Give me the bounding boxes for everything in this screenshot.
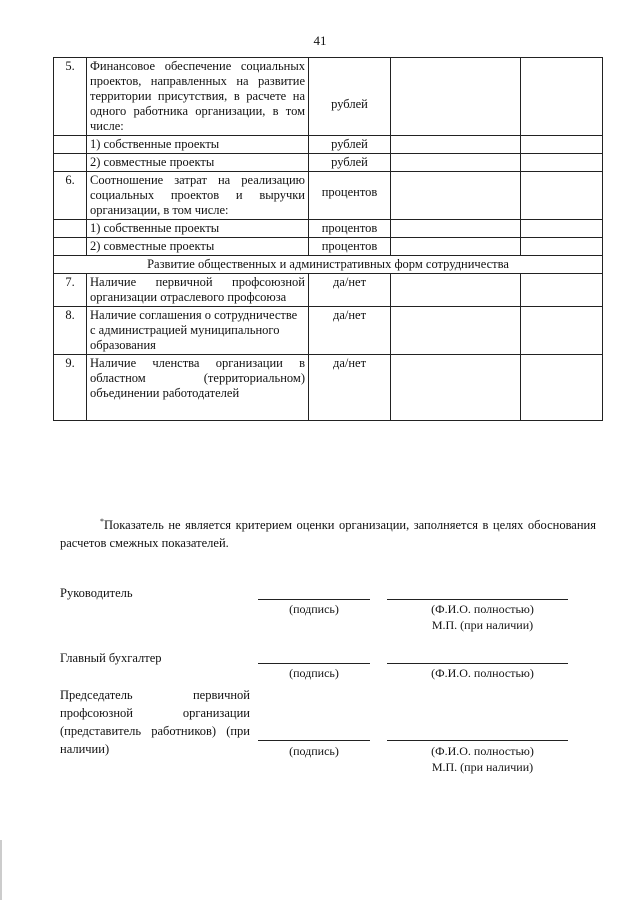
row-number: 7.: [54, 274, 87, 307]
unit-label: рублей: [309, 154, 391, 172]
value-cell: [391, 355, 521, 421]
indicator-text: 1) собственные проекты: [87, 136, 309, 154]
footnote-text: Показатель не является критерием оценки организации, заполняется в целях обоснования расчетов смежных показателей.: [60, 518, 596, 551]
footnote-marker: *: [100, 517, 104, 526]
unit-label: процентов: [321, 185, 378, 199]
row-number: [54, 154, 87, 172]
table-row: [54, 307, 603, 355]
value-cell: [521, 274, 603, 307]
accountant-signature-line: [258, 663, 370, 664]
accountant-label: Главный бухгалтер: [60, 651, 162, 665]
indicator-text: Наличие первичной профсоюзной организации отраслевого профсоюза: [87, 274, 309, 307]
chair-stamp-caption: М.П. (при наличии): [431, 760, 534, 774]
table-row: [54, 136, 603, 154]
chair-name-caption: (Ф.И.О. полностью): [431, 744, 534, 758]
table-row: [54, 172, 603, 220]
head-signature-caption: (подпись): [289, 602, 339, 616]
head-label: Руководитель: [60, 586, 133, 600]
row-number: 9.: [54, 355, 87, 421]
accountant-name-line: [387, 663, 568, 664]
value-cell: [521, 154, 603, 172]
unit-label: процентов: [309, 220, 391, 238]
value-cell: [391, 172, 521, 220]
chair-name-line: [387, 740, 568, 741]
unit-cell: [309, 172, 391, 220]
unit-label: рублей: [309, 136, 391, 154]
row-number: 5.: [54, 58, 87, 136]
value-cell: [391, 58, 521, 136]
value-cell: [521, 238, 603, 256]
value-cell: [391, 136, 521, 154]
head-signature-line: [258, 599, 370, 600]
value-cell: [521, 172, 603, 220]
value-cell: [391, 238, 521, 256]
unit-label: процентов: [309, 238, 391, 256]
table-row: [54, 154, 603, 172]
unit-cell: [309, 58, 391, 136]
indicator-text: 2) совместные проекты: [87, 238, 309, 256]
value-cell: [521, 307, 603, 355]
indicator-text: Наличие членства организации в областном (территориальном) объединении работодателей: [87, 355, 309, 421]
value-cell: [391, 154, 521, 172]
unit-label: рублей: [331, 97, 368, 111]
indicator-text: Наличие соглашения о сотрудничестве с администрацией муниципального образования: [87, 307, 309, 355]
head-name-caption: (Ф.И.О. полностью): [431, 602, 534, 616]
head-stamp-caption: М.П. (при наличии): [431, 618, 534, 632]
table-row: [54, 274, 603, 307]
section-header-row: [54, 256, 603, 274]
footnote: [60, 513, 596, 552]
unit-label: да/нет: [309, 274, 391, 307]
indicator-text: Соотношение затрат на реализацию социальных проектов и выручки организации, в том числе:: [87, 172, 309, 220]
value-cell: [521, 136, 603, 154]
table-row: [54, 238, 603, 256]
value-cell: [391, 274, 521, 307]
indicator-text: Финансовое обеспечение социальных проектов, направленных на развитие территории присутствия, в расчете на одного работника организации, в том числе:: [87, 58, 309, 136]
table-row: [54, 220, 603, 238]
chair-signature-line: [258, 740, 370, 741]
table-row: [54, 355, 603, 421]
unit-label: да/нет: [309, 307, 391, 355]
value-cell: [521, 220, 603, 238]
chair-signature-caption: (подпись): [289, 744, 339, 758]
head-name-line: [387, 599, 568, 600]
scan-edge-mark: [0, 840, 2, 900]
accountant-signature-caption: (подпись): [289, 666, 339, 680]
value-cell: [521, 355, 603, 421]
row-number: [54, 238, 87, 256]
table-row: [54, 58, 603, 136]
value-cell: [521, 58, 603, 136]
page-number: 41: [313, 33, 327, 48]
value-cell: [391, 220, 521, 238]
chair-label: Председатель первичной профсоюзной организации (представитель работников) (при наличии): [60, 688, 250, 756]
accountant-name-caption: (Ф.И.О. полностью): [431, 666, 534, 680]
indicator-text: 2) совместные проекты: [87, 154, 309, 172]
value-cell: [391, 307, 521, 355]
row-number: [54, 220, 87, 238]
unit-label: да/нет: [309, 355, 391, 421]
row-number: [54, 136, 87, 154]
indicator-text: 1) собственные проекты: [87, 220, 309, 238]
indicators-table: [53, 57, 603, 421]
row-number: 6.: [54, 172, 87, 220]
section-title: Развитие общественных и административных форм сотрудничества: [54, 256, 603, 274]
row-number: 8.: [54, 307, 87, 355]
